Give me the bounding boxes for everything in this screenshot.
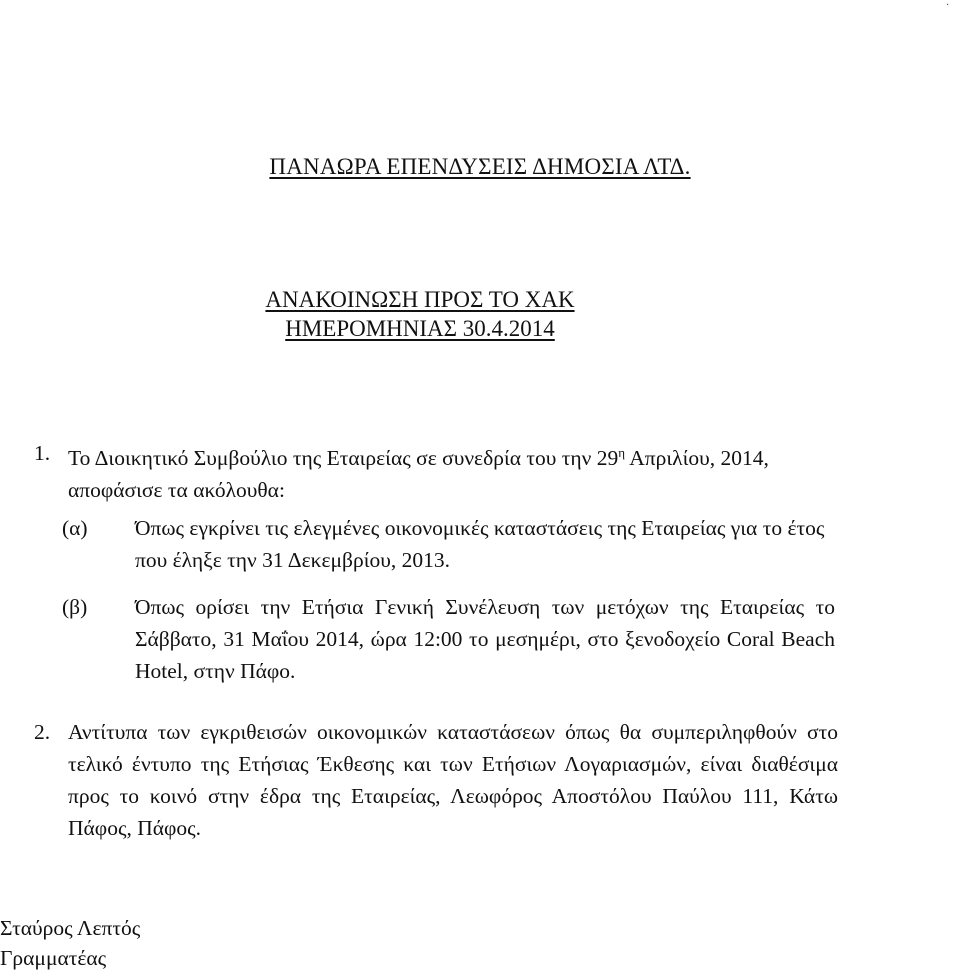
- announcement-heading-line1: ΑΝΑΚΟΙΝΩΣΗ ΠΡΟΣ ΤΟ ΧΑΚ: [265, 287, 575, 312]
- signatory-name: Σταύρος Λεπτός: [0, 916, 141, 940]
- item-1-superscript: η: [618, 445, 626, 460]
- item-2-text: Αντίτυπα των εγκριθεισών οικονομικών καταστάσεων όπως θα συμπεριληφθούν στο τελικό έντυπο της Ετήσιας Έκθεσης και των Ετήσιων Λογαριασμών, είναι διαθέσιμα προς το κοινό στην έδρα της Εταιρείας, Λεωφόρος Αποστόλου Παύλου 111, Κάτω Πάφος, Πάφος.: [68, 720, 838, 840]
- item-1a-label: (α): [62, 516, 88, 540]
- item-1-text-end: Απριλίου, 2014, αποφάσισε τα ακόλουθα:: [68, 446, 769, 503]
- item-1a-text: Όπως εγκρίνει τις ελεγμένες οικονομικές καταστάσεις της Εταιρείας για το έτος που έληξε την 31 Δεκεμβρίου, 2013.: [135, 516, 825, 572]
- announcement-heading: [0, 285, 840, 343]
- signatory-title: Γραμματέας: [0, 946, 107, 970]
- corner-mark: ·: [946, 0, 950, 11]
- item-1b-label: (β): [62, 595, 88, 619]
- company-title: ΠΑΝΑΩΡΑ ΕΠΕΝΔΥΣΕΙΣ ΔΗΜΟΣΙΑ ΛΤΔ.: [269, 154, 691, 179]
- item-2-number: 2.: [34, 720, 51, 744]
- announcement-heading-line2: ΗΜΕΡΟΜΗΝΙΑΣ 30.4.2014: [285, 316, 555, 341]
- item-1-number: 1.: [34, 441, 51, 465]
- item-1-text-start: Το Διοικητικό Συμβούλιο της Εταιρείας σε συνεδρία του την 29: [68, 446, 619, 471]
- item-1b-text: Όπως ορίσει την Ετήσια Γενική Συνέλευση των μετόχων της Εταιρείας το Σάββατο, 31 Μαΐου 2014, ώρα 12:00 το μεσημέρι, στο ξενοδοχείο Coral Beach Hotel, στην Πάφο.: [135, 595, 835, 683]
- item-1-text: [68, 437, 838, 506]
